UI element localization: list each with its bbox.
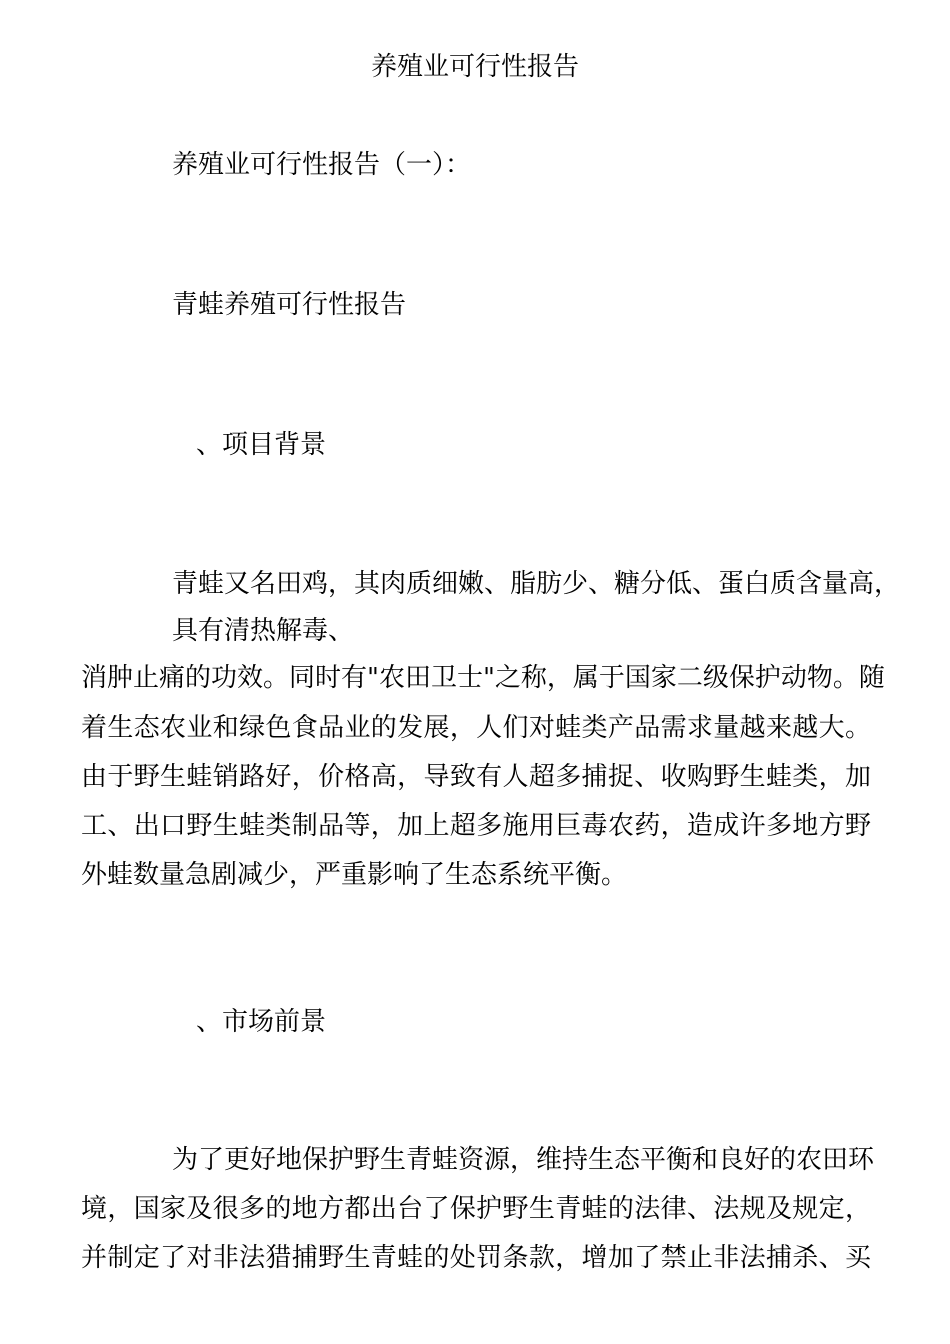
paragraph-line: 并制定了对非法猎捕野生青蛙的处罚条款，增加了禁止非法捕杀、买 (81, 1243, 871, 1273)
paragraph-line: 境，国家及很多的地方都出台了保护野生青蛙的法律、法规及规定， (81, 1194, 871, 1224)
part-heading: 养殖业可行性报告（一）： (172, 150, 472, 180)
paragraph-line: 青蛙又名田鸡，其肉质细嫩、脂肪少、糖分低、蛋白质含量高， (172, 569, 901, 599)
report-title: 青蛙养殖可行性报告 (172, 290, 407, 320)
section-heading-background: 、项目背景 (196, 430, 327, 460)
paragraph-line: 外蛙数量急剧减少，严重影响了生态系统平衡。 (81, 860, 628, 890)
section-heading-market: 、市场前景 (196, 1007, 327, 1037)
paragraph-line: 着生态农业和绿色食品业的发展，人们对蛙类产品需求量越来越大。 (81, 713, 871, 743)
document-title: 养殖业可行性报告 (370, 52, 579, 82)
paragraph-line: 由于野生蛙销路好，价格高，导致有人超多捕捉、收购野生蛙类，加 (81, 762, 871, 792)
paragraph-line: 工、出口野生蛙类制品等，加上超多施用巨毒农药，造成许多地方野 (81, 811, 871, 841)
paragraph-line: 具有清热解毒、 (172, 616, 355, 646)
paragraph-line: 消肿止痛的功效。同时有"农田卫士"之称，属于国家二级保护动物。随 (81, 663, 885, 693)
paragraph-line: 为了更好地保护野生青蛙资源，维持生态平衡和良好的农田环 (172, 1145, 875, 1175)
